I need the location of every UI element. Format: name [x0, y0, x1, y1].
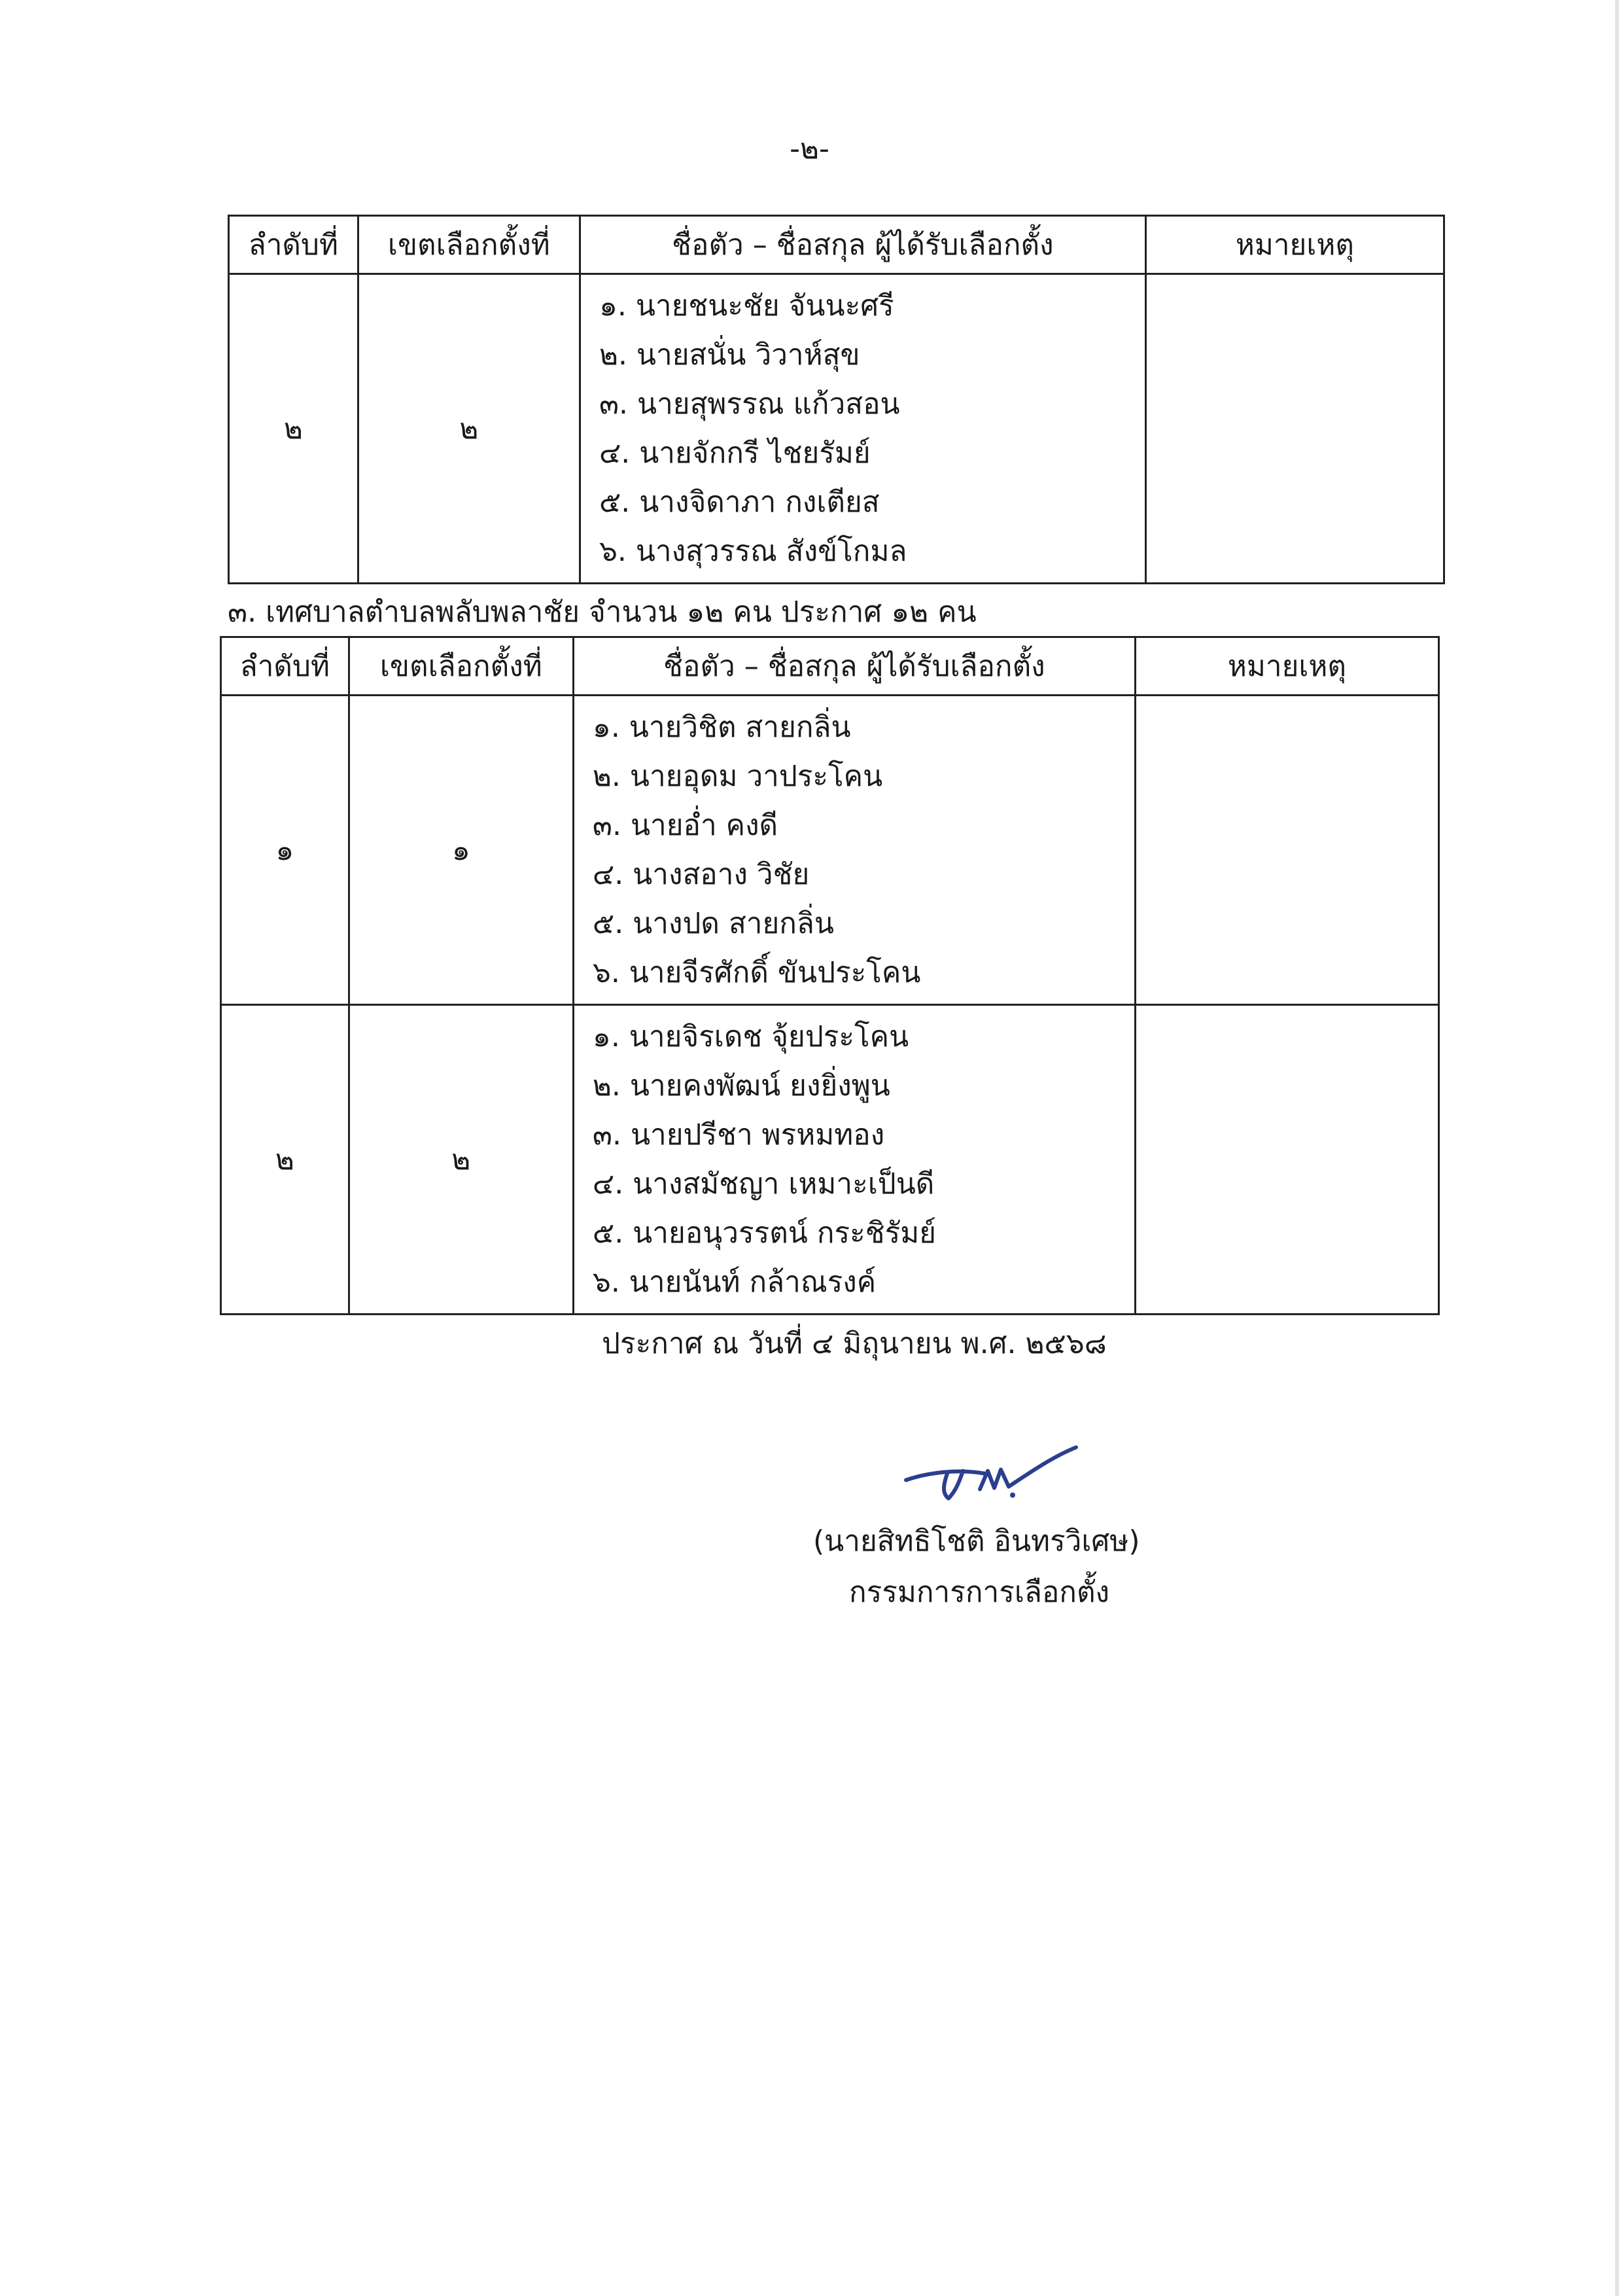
cell-order: ๒ [229, 274, 358, 584]
page-number: -๒- [790, 132, 829, 166]
signer-title: กรรมการการเลือกตั้ง [849, 1576, 1109, 1609]
elected-name: ๒. นายอุดม วาประโคน [592, 760, 883, 793]
header-name: ชื่อตัว – ชื่อสกุล ผู้ได้รับเลือกตั้ง [580, 216, 1145, 274]
section-heading: ๓. เทศบาลตำบลพลับพลาชัย จำนวน ๑๒ คน ประกาศ ๑๒ คน [228, 595, 977, 629]
signature [896, 1433, 1086, 1505]
header-remark: หมายเหตุ [1145, 216, 1444, 274]
elected-name: ๑. นายชนะชัย จันนะศรี [599, 289, 894, 323]
elected-name: ๑. นายวิชิต สายกลิ่น [592, 711, 851, 744]
header-name: ชื่อตัว – ชื่อสกุล ผู้ได้รับเลือกตั้ง [573, 637, 1135, 696]
table-header-row [221, 637, 1439, 696]
elected-name: ๒. นายสนั่น วิวาห์สุข [599, 338, 860, 372]
cell-names [580, 274, 1145, 584]
elected-name: ๔. นางสมัชญา เหมาะเป็นดี [592, 1167, 935, 1201]
cell-order: ๑ [221, 696, 349, 1005]
elected-name: ๖. นางสุวรรณ สังข์โกมล [599, 535, 907, 568]
cell-names [573, 1005, 1135, 1315]
signer-name: (นายสิทธิโชติ อินทรวิเศษ) [813, 1525, 1140, 1558]
header-district: เขตเลือกตั้งที่ [349, 637, 573, 696]
cell-names [573, 696, 1135, 1005]
signature-dot [1010, 1492, 1015, 1498]
page-edge [1615, 0, 1619, 2296]
elected-name: ๑. นายจิรเดช จุ้ยประโคน [592, 1020, 909, 1053]
elected-name: ๒. นายคงพัฒน์ ยงยิ่งพูน [592, 1069, 890, 1103]
elected-name: ๔. นางสอาง วิชัย [592, 858, 810, 891]
announcement-date: ประกาศ ณ วันที่ ๔ มิถุนายน พ.ศ. ๒๕๖๘ [602, 1327, 1107, 1360]
elected-name: ๕. นายอนุวรรตน์ กระชิรัมย์ [592, 1216, 937, 1250]
elected-name: ๖. นายนันท์ กล้าณรงค์ [592, 1265, 877, 1299]
table-header-row [229, 216, 1444, 274]
cell-district: ๒ [349, 1005, 573, 1315]
cell-remark [1135, 696, 1438, 1005]
elected-name: ๔. นายจักกรี ไชยรัมย์ [599, 436, 871, 470]
elected-name: ๖. นายจีรศักดิ์ ขันประโคน [592, 956, 921, 989]
header-remark: หมายเหตุ [1135, 637, 1438, 696]
elected-name: ๕. นางปด สายกลิ่น [592, 907, 834, 940]
signature-stroke [906, 1447, 1076, 1498]
cell-district: ๑ [349, 696, 573, 1005]
cell-remark [1145, 274, 1444, 584]
table-row [221, 1005, 1439, 1315]
elected-name: ๕. นางจิดาภา กงเตียส [599, 486, 880, 519]
cell-remark [1135, 1005, 1438, 1315]
header-order: ลำดับที่ [229, 216, 358, 274]
table-row [229, 274, 1444, 584]
results-table-1 [228, 215, 1445, 584]
cell-district: ๒ [358, 274, 580, 584]
table-row [221, 696, 1439, 1005]
elected-name: ๓. นายอ่ำ คงดี [592, 809, 778, 842]
header-district: เขตเลือกตั้งที่ [358, 216, 580, 274]
elected-name: ๓. นายสุพรรณ แก้วสอน [599, 387, 900, 421]
cell-order: ๒ [221, 1005, 349, 1315]
results-table-2 [220, 636, 1440, 1315]
elected-name: ๓. นายปรีชา พรหมทอง [592, 1118, 885, 1152]
header-order: ลำดับที่ [221, 637, 349, 696]
